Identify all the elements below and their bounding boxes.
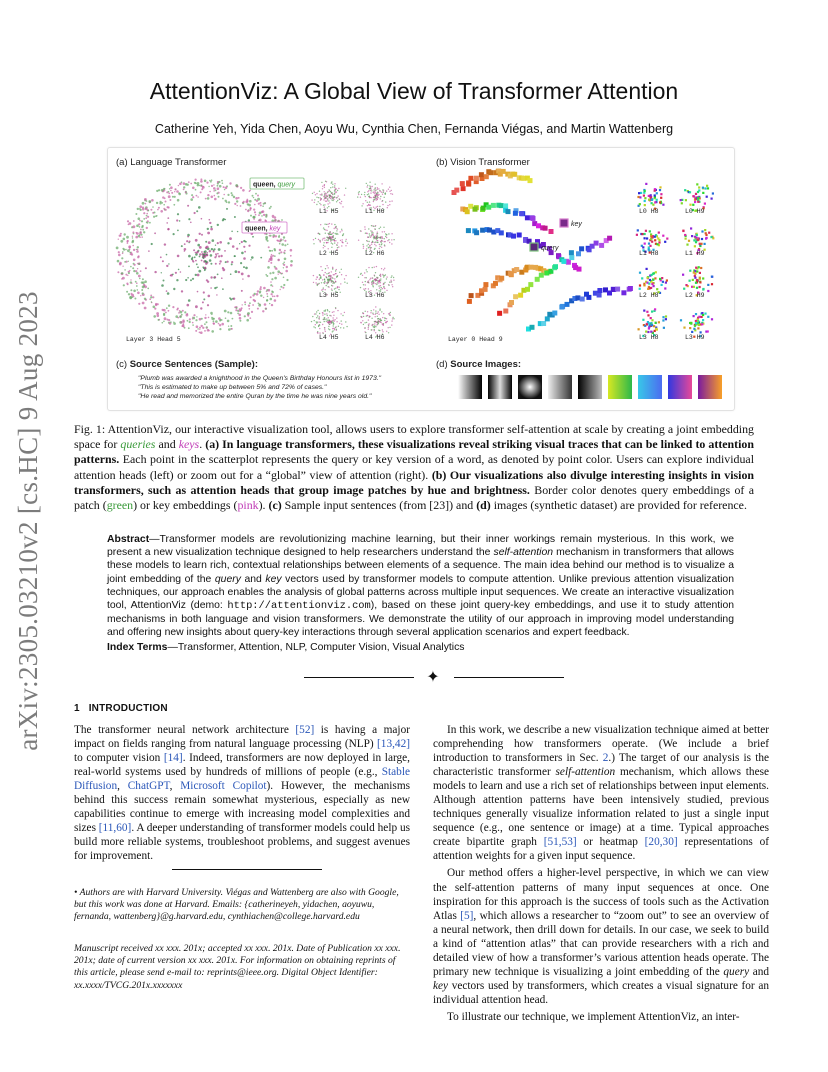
source-sentence-3: "He read and memorized the entire Quran by the time he was nine years old." — [138, 393, 372, 400]
key-patch — [560, 219, 568, 227]
head-label: L1 H8 — [639, 250, 659, 257]
panel-b-layer-label: Layer 0 Head 9 — [448, 336, 503, 343]
intro-paragraph-4: To illustrate our technique, we implement AttentionViz, an inter- — [447, 1010, 740, 1023]
source-image-7 — [638, 375, 662, 399]
column-left — [74, 723, 410, 863]
source-image-3 — [518, 375, 542, 399]
paper-authors: Catherine Yeh, Yida Chen, Aoyu Wu, Cynthia Chen, Fernanda Viégas, and Martin Wattenberg — [154, 122, 674, 136]
head-thumbnail — [313, 265, 348, 295]
intro-paragraph-3: Our method offers a higher-level perspective, in which we can view the self-attention patterns of many input sequences at once. One inspiration for this approach is the success of tools such as the Activation Atlas [5], which allows a researcher to “zoom out” to see an overview of a neural network, then drill down for details. In our case, we seek to build a kind of “attention atlas” that can provide researchers with a rich and detailed view of how a transformer’s various attention heads operate. The primary new technique is visualizing a joint embedding of the query and key vectors used by transformers, which creates a visual signature for an individual attention head. — [433, 867, 770, 1006]
head-label: L3 H5 — [319, 292, 339, 299]
queen-query-label: queen, query — [253, 181, 296, 189]
head-label: L0 H8 — [639, 208, 659, 215]
language-head-grid — [311, 181, 395, 341]
section-divider — [304, 670, 566, 690]
head-label: L4 H5 — [319, 334, 339, 341]
source-image-swatches — [458, 375, 722, 399]
paper-title: AttentionViz: A Global View of Transformer Attention — [149, 78, 679, 104]
source-image-6 — [608, 375, 632, 399]
vision-head-grid — [636, 183, 715, 341]
head-label: L2 H8 — [639, 292, 659, 299]
figure-graphic — [108, 148, 734, 410]
index-terms: Index Terms—Transformer, Attention, NLP, Computer Vision, Visual Analytics — [107, 642, 465, 653]
head-label: L3 H6 — [365, 292, 385, 299]
head-thumbnail — [311, 181, 346, 212]
panel-d-label: (d) Source Images: — [436, 359, 522, 370]
head-thumbnail — [313, 223, 348, 253]
head-thumbnail — [357, 182, 393, 212]
panel-c-label: (c) Source Sentences (Sample): — [116, 359, 259, 370]
head-label: L1 H9 — [685, 250, 705, 257]
demo-link[interactable]: http://attentionviz.com — [227, 600, 371, 613]
head-thumbnail — [360, 306, 394, 337]
panel-b-label: (b) Vision Transformer — [436, 157, 530, 168]
teaser-figure — [107, 147, 735, 411]
figure-caption: Fig. 1: AttentionViz, our interactive visualization tool, allows users to explore transformer self-attention at scale by creating a joint embedding space for queries and keys. (a) In language transformers, these visualizations reveal striking visual traces that can be linked to attention patterns. Each point in the scatterplot represents the query or key version of a word, as denoted by point color. Users can explore individual attention heads (left) or zoom out for a “global” view of attention (right). (b) Our visualizations also divulge interesting insights in vision transformers, such as attention heads that group image patches by hue and brightness. Border color denotes query embeddings of a patch (green) or key embeddings (pink). (c) Sample input sentences (from [23]) and (d) images (synthetic dataset) are provided for reference. — [74, 422, 754, 513]
vision-query-label: query — [541, 245, 559, 252]
manuscript-info: Manuscript received xx xxx. 201x; accepted xx xxx. 201x. Date of Publication xx xxx. 201x; date of current version xx xxx. 201x. For information on obtaining reprints of this article, please send e-mail to: reprints@ieee.org. Digital Object Identifier: xx.xxxx/TVCG.201x.xxxxxxx — [74, 943, 401, 991]
head-label: L3 H8 — [639, 334, 659, 341]
head-label: L2 H9 — [685, 292, 705, 299]
source-image-9 — [698, 375, 722, 399]
head-label: L0 H9 — [685, 208, 705, 215]
source-image-4 — [548, 375, 572, 399]
section-heading: 1 INTRODUCTION — [74, 703, 168, 714]
head-thumbnail — [637, 183, 664, 210]
source-image-1 — [458, 375, 482, 399]
intro-paragraph-1: The transformer neural network architecture [52] is having a major impact on fields ranging from natural language processing (NLP) [13,42] to computer vision [14]. Indeed, transformers are now deployed in large, real-world systems used by hundreds of millions of people (e.g., Stable Diffusion, ChatGPT, Microsoft Copilot). However, the mechanisms behind this success remain somewhat mysterious, especially as new capabilities continue to emerge with increasing model complexities and sizes [11,60]. A deeper understanding of transformer models could help us build more reliable systems, troubleshoot problems, and suggest avenues for improvement. — [74, 724, 411, 863]
head-label: L2 H6 — [365, 250, 385, 257]
author-footnote: • Authors are with Harvard University. Viégas and Wattenberg are also with Google, but this work was done at Harvard. Emails: {catherineyeh, yidachen, aoyuwu, fernanda, wattenberg}@g.harvard.edu, cynthiachen@college.harvard.edu — [74, 887, 399, 923]
source-image-5 — [578, 375, 602, 399]
panel-a-layer-label: Layer 3 Head 5 — [126, 336, 181, 343]
vision-key-label: key — [571, 221, 582, 228]
head-label: L3 H9 — [685, 334, 705, 341]
column-right — [433, 723, 769, 1024]
abstract: Abstract—Transformer models are revolutionizing machine learning, but their inner workings remain mysterious. In this work, we present a new visualization technique designed to help researchers understand the self-attention mechanism in transformers that allows these models to learn rich, contextual relationships between elements of a sequence. The main idea behind our method is to visualize a joint embedding of the query and key vectors used by transformer models to compute attention. Unlike previous attention visualization techniques, our approach enables the analysis of global patterns across multiple input sequences. We create an interactive visualization tool, AttentionViz (demo: http://attentionviz.com), based on these joint query-key embeddings, and use it to study attention mechanisms in both language and vision transformers. We demonstrate the utility of our approach in improving model understanding and offering new insights about query-key interactions through several application scenarios and expert feedback. — [107, 534, 735, 639]
queen-key-label: queen, key — [245, 225, 281, 233]
arxiv-identifier: arXiv:2305.03210v2 [cs.HC] 9 Aug 2023 — [13, 291, 43, 751]
copilot-link[interactable]: Microsoft Copilot — [180, 780, 267, 793]
source-image-8 — [668, 375, 692, 399]
chatgpt-link[interactable]: ChatGPT — [127, 780, 170, 793]
head-thumbnail — [638, 308, 668, 337]
intro-paragraph-2: In this work, we describe a new visualization technique aimed at better comprehending how transformers operate. (We include a brief introduction to transformers in Sec. 2.) The target of our analysis is the characteristic transformer self-attention mechanism, which allows these models to learn and use a rich set of relationships between input elements. Although attention patterns have been intensively studied, previous techniques generally visualize information related to just a single input sequence (e.g., one sentence or image) at a time. Typical approaches create bipartite graph [51,53] or heatmap [20,30] representations of attention weights for a given input sequence. — [433, 724, 769, 863]
head-thumbnail — [311, 307, 348, 336]
head-label: L1 H6 — [365, 208, 385, 215]
language-scatter — [116, 178, 293, 334]
footnote-rule — [172, 869, 322, 870]
panel-a-label: (a) Language Transformer — [116, 157, 227, 168]
source-sentence-2: "This is estimated to make up between 5% and 72% of cases." — [138, 384, 327, 391]
source-sentence-1: "Plumb was awarded a knighthood in the Queen's Birthday Honours list in 1973." — [138, 375, 382, 382]
source-image-2 — [488, 375, 512, 399]
head-label: L1 H5 — [319, 208, 339, 215]
head-label: L2 H5 — [319, 250, 339, 257]
head-thumbnail — [639, 268, 668, 295]
head-label: L4 H6 — [365, 334, 385, 341]
query-patch — [530, 243, 538, 251]
divider-star-icon: ✦ — [426, 669, 440, 686]
stable-diffusion-link[interactable]: Stable Diffusion — [74, 766, 410, 793]
